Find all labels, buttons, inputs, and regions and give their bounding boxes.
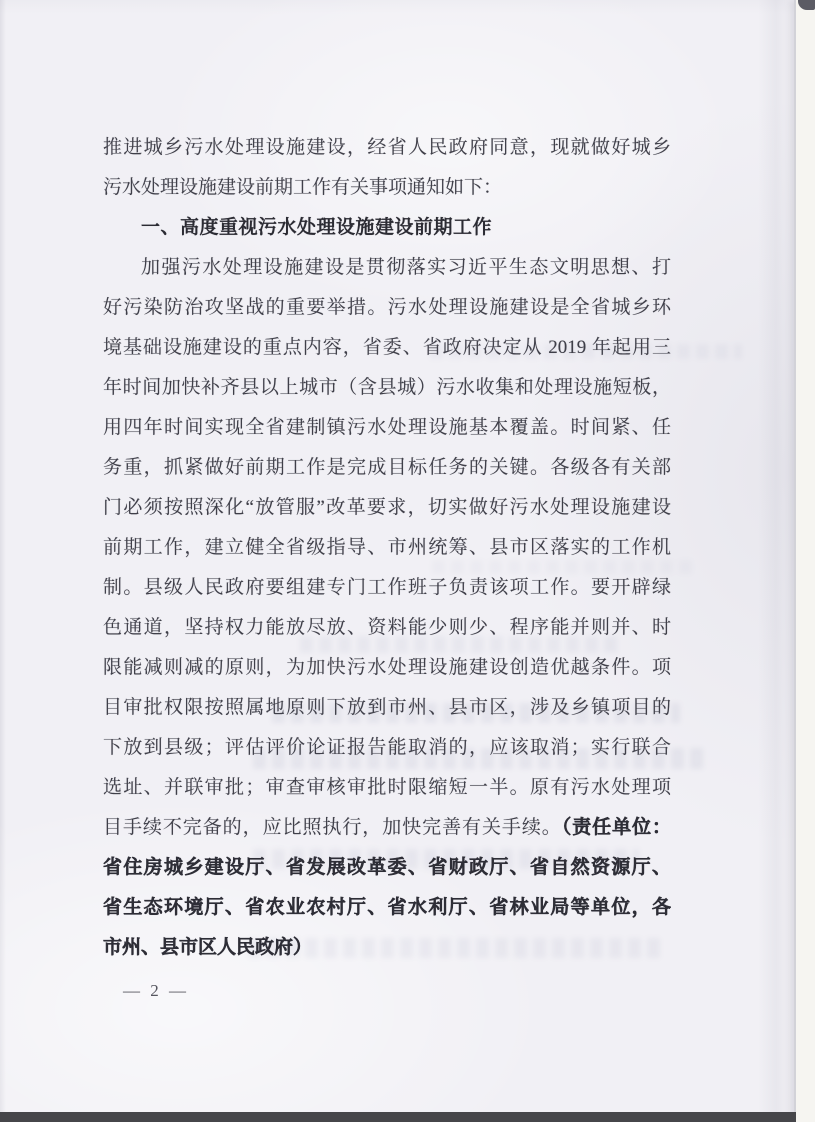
text-line [103,808,671,848]
text-line [103,248,671,288]
text-line [103,848,671,888]
text-segment: 目手续不完备的，应比照执行，加快完善有关手续。 [103,817,562,838]
text-segment: 省生态环境厅、省农业农村厅、省水利厅、省林业局等单位，各 [103,897,671,918]
text-segment: 务重，抓紧做好前期工作是完成目标任务的关键。各级各有关部 [103,457,671,478]
text-segment: 年时间加快补齐县以上城市（含县城）污水收集和处理设施短板， [103,377,671,398]
scan-bottom-edge [0,1112,796,1122]
text-segment: 省住房城乡建设厅、省发展改革委、省财政厅、省自然资源厅、 [103,857,671,878]
scan-right-gutter [794,0,815,1122]
text-segment: 制。县级人民政府要组建专门工作班子负责该项工作。要开辟绿 [103,577,671,598]
text-line [103,888,671,928]
text-segment: 推进城乡污水处理设施建设，经省人民政府同意，现就做好城乡 [103,137,671,158]
text-segment: 选址、并联审批；审查审核审批时限缩短一半。原有污水处理项 [103,777,671,798]
text-line [103,448,671,488]
text-line [103,608,671,648]
text-segment: 色通道，坚持权力能放尽放、资料能少则少、程序能并则并、时 [103,617,671,638]
page-number: — 2 — [123,981,189,1000]
text-segment: 下放到县级；评估评价论证报告能取消的，应该取消；实行联合 [103,737,671,758]
text-line [103,728,671,768]
text-segment: （责任单位： [561,817,671,838]
text-line [103,288,671,328]
text-segment: 污水处理设施建设前期工作有关事项通知如下： [103,177,503,198]
text-segment: 前期工作，建立健全省级指导、市州统筹、县市区落实的工作机 [103,537,671,558]
text-line [103,688,671,728]
text-line [103,488,671,528]
text-segment: 市州、县市区人民政府） [103,937,313,958]
text-segment: 门必须按照深化“放管服”改革要求，切实做好污水处理设施建设 [103,497,671,518]
text-segment: 一、高度重视污水处理设施建设前期工作 [141,217,493,238]
text-line [103,928,671,968]
text-line [103,368,671,408]
text-segment: 用四年时间实现全省建制镇污水处理设施基本覆盖。时间紧、任 [103,417,671,438]
text-line [103,528,671,568]
section-heading [103,208,671,248]
text-segment: 好污染防治攻坚战的重要举措。污水处理设施建设是全省城乡环 [103,297,671,318]
document-body [103,128,671,968]
text-segment: 目审批权限按照属地原则下放到市州、县市区，涉及乡镇项目的 [103,697,671,718]
text-line [103,648,671,688]
text-line [103,408,671,448]
text-segment: 境基础设施建设的重点内容，省委、省政府决定从 2019 年起用三 [103,337,671,358]
text-line [103,168,671,208]
text-line [103,328,671,368]
text-line [103,768,671,808]
text-segment: 加强污水处理设施建设是贯彻落实习近平生态文明思想、打 [141,257,671,278]
text-segment: 限能减则减的原则，为加快污水处理设施建设创造优越条件。项 [103,657,671,678]
text-line [103,568,671,608]
text-line [103,128,671,168]
